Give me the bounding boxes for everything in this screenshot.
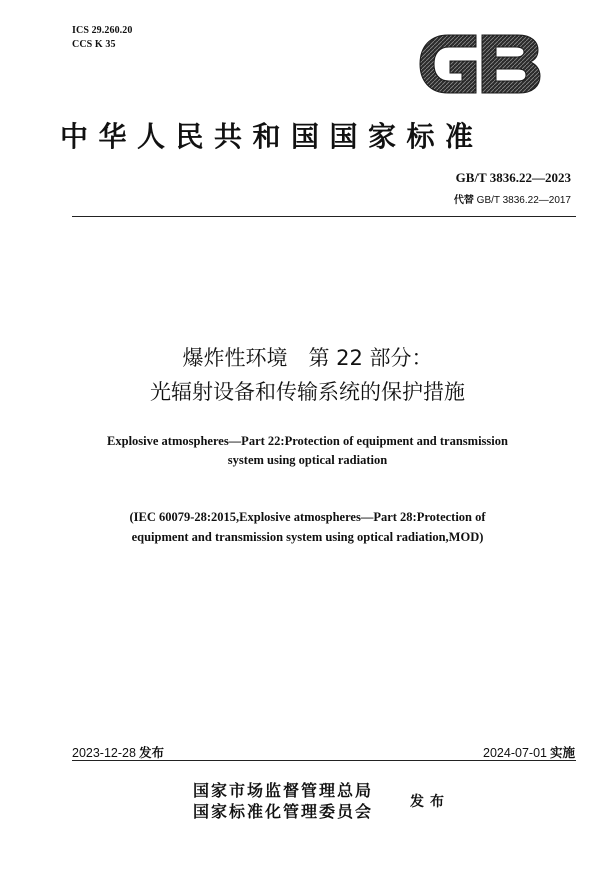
footer-divider (72, 760, 576, 761)
issue-date-value: 2023-12-28 (72, 746, 136, 760)
publish-label: 发布 (410, 794, 450, 810)
issue-date (72, 743, 164, 761)
classification-codes (72, 24, 132, 52)
issuer-samr: 国家市场监督管理总局 (193, 781, 374, 800)
english-title-line-2: system using optical radiation (227, 453, 388, 467)
english-title-line-1: Explosive atmospheres—Part 22:Protection of equipment and transmission (107, 434, 508, 448)
ics-code: ICS 29.260.20 (72, 25, 133, 36)
replaces-label: 代替 (453, 195, 474, 206)
iec-reference (70, 507, 545, 547)
issue-date-label: 发布 (138, 745, 164, 760)
standard-category-title: 中华人民共和国国家标准 (60, 120, 484, 153)
chinese-title-line-1: 爆炸性环境 第 22 部分： (182, 346, 433, 370)
replaces-code: GB/T 3836.22—2017 (476, 195, 571, 206)
english-title (80, 432, 535, 470)
implementation-date-label: 实施 (549, 745, 575, 760)
header-divider (72, 216, 576, 217)
standard-code: GB/T 3836.22—2023 (455, 170, 571, 185)
implementation-date (483, 743, 575, 761)
replaces-note (454, 191, 571, 206)
gb-logo-icon (418, 33, 542, 95)
implementation-date-value: 2024-07-01 (483, 746, 547, 760)
standard-number (456, 170, 571, 186)
iec-reference-line-1: (IEC 60079-28:2015,Explosive atmospheres—Part 28:Protection of (129, 510, 486, 524)
issuing-authorities (193, 780, 373, 822)
ccs-code: CCS K 35 (72, 39, 116, 50)
chinese-title-line-2: 光辐射设备和传输系统的保护措施 (150, 380, 465, 404)
issuer-sac: 国家标准化管理委员会 (193, 802, 374, 821)
iec-reference-line-2: equipment and transmission system using optical radiation,MOD) (131, 530, 484, 544)
